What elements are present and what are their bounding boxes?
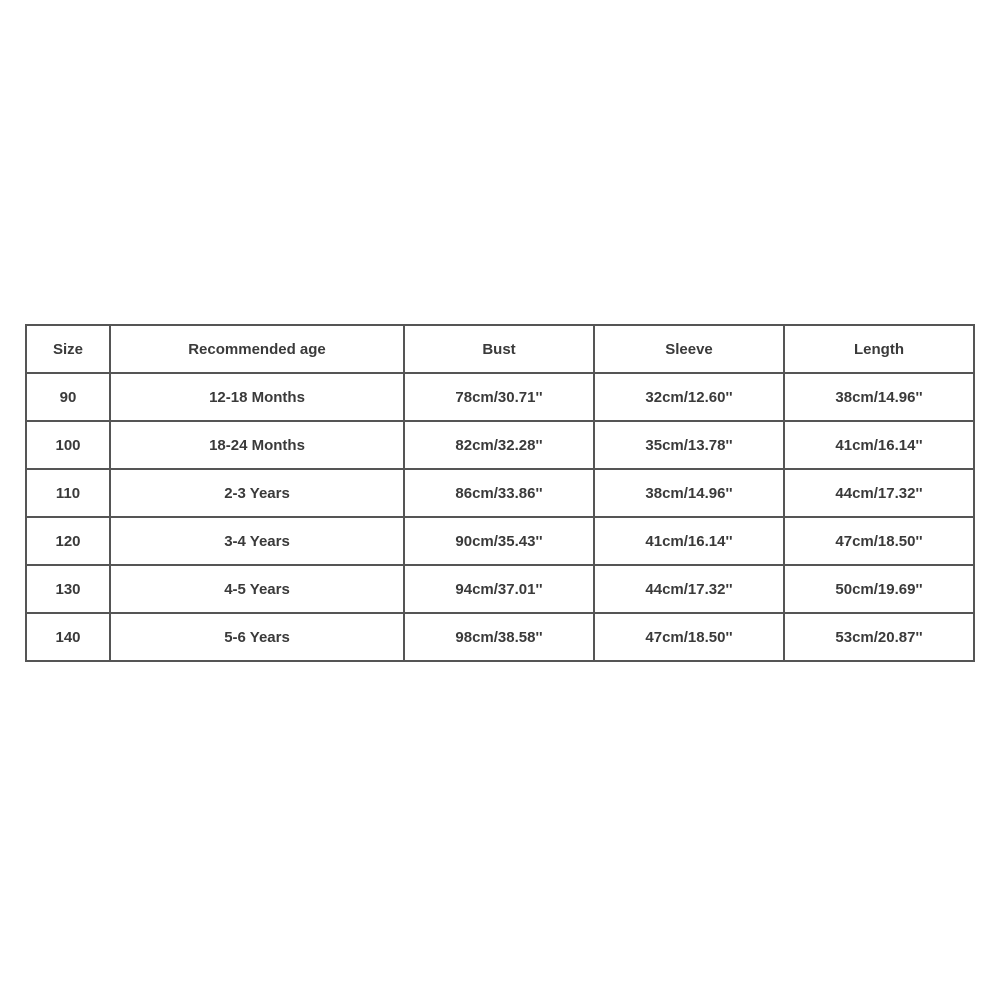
cell-size: 120 — [26, 517, 110, 565]
cell-bust: 82cm/32.28'' — [404, 421, 594, 469]
cell-size: 110 — [26, 469, 110, 517]
size-chart-table — [25, 324, 975, 662]
table-row — [26, 517, 974, 565]
cell-sleeve: 47cm/18.50'' — [594, 613, 784, 661]
cell-sleeve: 32cm/12.60'' — [594, 373, 784, 421]
table-row — [26, 565, 974, 613]
table-header-row — [26, 325, 974, 373]
header-length: Length — [784, 325, 974, 373]
cell-recommended-age: 18-24 Months — [110, 421, 404, 469]
table-row — [26, 421, 974, 469]
cell-size: 100 — [26, 421, 110, 469]
cell-length: 44cm/17.32'' — [784, 469, 974, 517]
cell-length: 38cm/14.96'' — [784, 373, 974, 421]
header-sleeve: Sleeve — [594, 325, 784, 373]
cell-recommended-age: 2-3 Years — [110, 469, 404, 517]
table-row — [26, 373, 974, 421]
cell-sleeve: 35cm/13.78'' — [594, 421, 784, 469]
table-row — [26, 613, 974, 661]
cell-sleeve: 41cm/16.14'' — [594, 517, 784, 565]
cell-size: 90 — [26, 373, 110, 421]
header-bust: Bust — [404, 325, 594, 373]
cell-size: 130 — [26, 565, 110, 613]
cell-bust: 94cm/37.01'' — [404, 565, 594, 613]
cell-recommended-age: 12-18 Months — [110, 373, 404, 421]
cell-length: 47cm/18.50'' — [784, 517, 974, 565]
table-row — [26, 469, 974, 517]
cell-sleeve: 38cm/14.96'' — [594, 469, 784, 517]
cell-size: 140 — [26, 613, 110, 661]
header-recommended-age: Recommended age — [110, 325, 404, 373]
cell-bust: 98cm/38.58'' — [404, 613, 594, 661]
cell-length: 53cm/20.87'' — [784, 613, 974, 661]
cell-bust: 78cm/30.71'' — [404, 373, 594, 421]
cell-bust: 90cm/35.43'' — [404, 517, 594, 565]
cell-length: 50cm/19.69'' — [784, 565, 974, 613]
cell-bust: 86cm/33.86'' — [404, 469, 594, 517]
cell-recommended-age: 4-5 Years — [110, 565, 404, 613]
header-size: Size — [26, 325, 110, 373]
cell-length: 41cm/16.14'' — [784, 421, 974, 469]
cell-recommended-age: 3-4 Years — [110, 517, 404, 565]
cell-recommended-age: 5-6 Years — [110, 613, 404, 661]
cell-sleeve: 44cm/17.32'' — [594, 565, 784, 613]
